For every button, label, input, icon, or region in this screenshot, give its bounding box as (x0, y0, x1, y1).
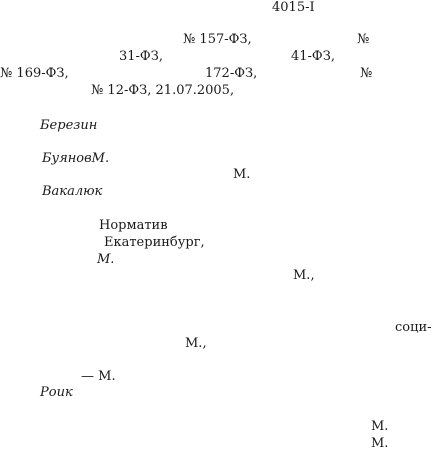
law-ref-169: № 169-ФЗ, (0, 66, 69, 81)
law-ref-number-sign: № (357, 32, 370, 47)
name-roik: Роик (40, 385, 73, 400)
law-ref-172: 172-ФЗ, (205, 66, 258, 81)
org-city: Екатеринбург, (104, 235, 205, 250)
law-ref-41: 41-ФЗ, (291, 49, 335, 64)
law-ref-number-sign-2: № (360, 66, 373, 81)
name-vakalyuk: Вакалюк (42, 184, 103, 199)
law-ref-12-date: № 12-ФЗ, 21.07.2005, (91, 83, 235, 98)
header-code: 4015-I (272, 0, 315, 15)
initial-m-comma-2: М., (185, 336, 207, 351)
dash-initial-m: — М. (81, 369, 116, 384)
initial-m-right: М. (233, 167, 251, 182)
initial-m-comma-1: М., (293, 268, 315, 283)
name-berezin: Березин (40, 118, 98, 133)
name-buyanov-line (42, 151, 109, 166)
text-soci: соци- (395, 320, 432, 335)
name-buyanov: Буянов (42, 151, 92, 166)
name-buyanov-initial: М. (91, 151, 110, 166)
org-normativ: Норматив (99, 218, 168, 233)
law-ref-31: 31-ФЗ, (119, 49, 163, 64)
org-initial: М. (97, 252, 115, 267)
law-ref-157: № 157-ФЗ, (183, 32, 252, 47)
initial-m-bottom-1: М. (371, 419, 389, 434)
initial-m-bottom-2: М. (371, 436, 389, 451)
